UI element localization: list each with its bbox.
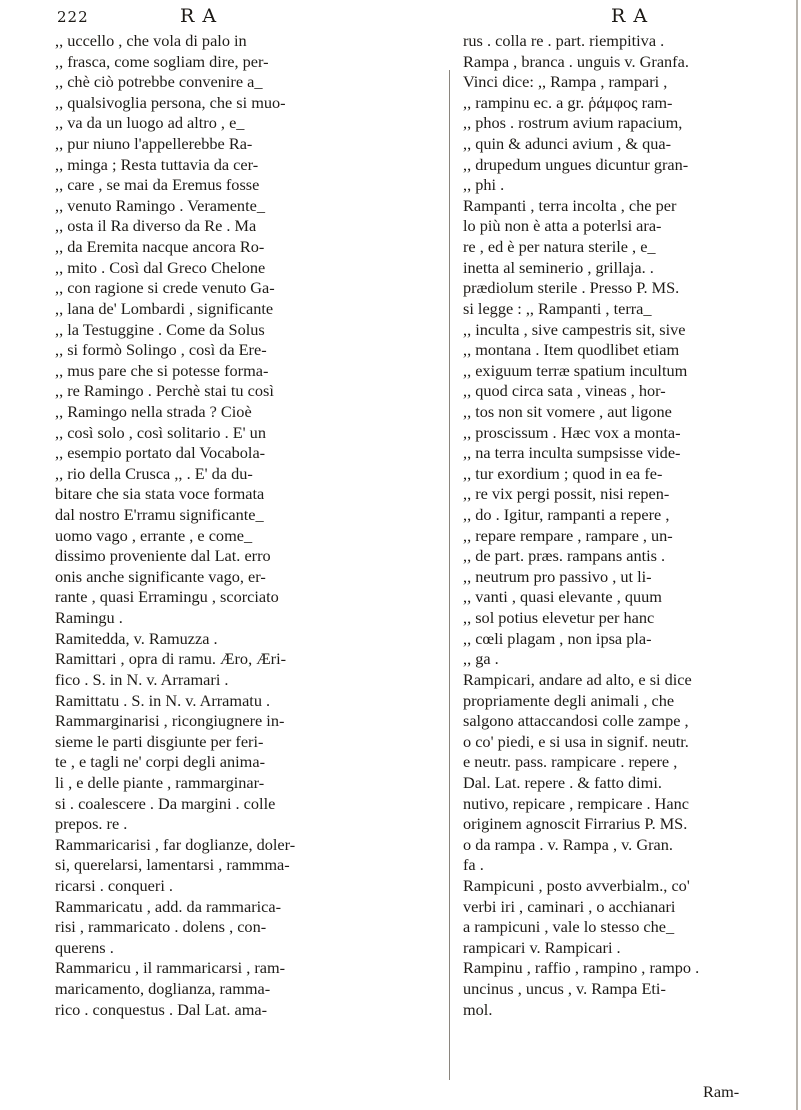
- text-line: ,, cœli plagam , non ipsa pla-: [463, 628, 652, 648]
- running-head-right: R A: [611, 5, 649, 27]
- page-number: 222: [57, 8, 89, 26]
- text-line: re , ed è per natura sterile , e_: [463, 237, 656, 257]
- text-line: ,, re Ramingo . Perchè stai tu così: [55, 381, 274, 401]
- text-line: dissimo proveniente dal Lat. erro: [55, 546, 271, 566]
- text-line: salgono attaccandosi colle zampe ,: [463, 711, 689, 731]
- text-line: prepos. re .: [55, 814, 128, 834]
- text-line: ,, chè ciò potrebbe convenire a_: [55, 72, 263, 92]
- text-line: li , e delle piante , rammarginar-: [55, 772, 265, 792]
- right-column: [463, 31, 788, 1020]
- text-line: rampicari v. Rampicari .: [463, 937, 621, 957]
- text-line: ,, tos non sit vomere , aut ligone: [463, 401, 672, 421]
- text-line: lo più non è atta a poterlsi ara-: [463, 216, 662, 236]
- text-line: Rampanti , terra incolta , che per: [463, 195, 677, 215]
- text-line: ,, quod circa sata , vineas , hor-: [463, 381, 666, 401]
- text-line: Rammaricu , il rammaricarsi , ram-: [55, 958, 286, 978]
- text-line: risi , rammaricato . dolens , con-: [55, 917, 267, 937]
- text-line: ,, frasca, come sogliam dire, per-: [55, 51, 269, 71]
- text-line: e neutr. pass. rampicare . repere ,: [463, 752, 678, 772]
- text-line: Ramingu .: [55, 608, 123, 628]
- text-line: Ramittari , opra di ramu. Æro, Æri-: [55, 649, 287, 669]
- text-line: ,, osta il Ra diverso da Re . Ma: [55, 216, 257, 236]
- text-line: bitare che sia stata voce formata: [55, 484, 265, 504]
- text-line: nutivo, repicare , rempicare . Hanc: [463, 793, 690, 813]
- text-line: ,, va da un luogo ad altro , e_: [55, 113, 245, 133]
- text-line: ,, mito . Così dal Greco Chelone: [55, 257, 266, 277]
- text-line: originem agnoscit Firrarius P. MS.: [463, 814, 688, 834]
- text-line: Vinci dice: ,, Rampa , rampari ,: [463, 72, 668, 92]
- text-line: fico . S. in N. v. Arramari .: [55, 669, 229, 689]
- left-column: [55, 31, 437, 1020]
- text-line: ,, ga .: [463, 649, 499, 669]
- text-line: Rampinu , raffio , rampino , rampo .: [463, 958, 700, 978]
- text-line: si . coalescere . Da margini . colle: [55, 793, 276, 813]
- text-line: ,, phi .: [463, 175, 505, 195]
- text-line: ,, drupedum ungues dicuntur gran-: [463, 154, 689, 174]
- text-line: ,, neutrum pro passivo , ut li-: [463, 566, 652, 586]
- text-line: ,, na terra inculta sumpsisse vide-: [463, 443, 681, 463]
- text-line: verbi iri , caminari , o acchianari: [463, 896, 676, 916]
- text-line: onis anche significante vago, er-: [55, 566, 266, 586]
- text-line: ,, de part. præs. rampans antis .: [463, 546, 666, 566]
- text-line: querens .: [55, 937, 114, 957]
- text-line: Rampa , branca . unguis v. Granfa.: [463, 51, 689, 71]
- text-line: ,, esempio portato dal Vocabola-: [55, 443, 266, 463]
- text-line: ,, lana de' Lombardi , significante: [55, 298, 274, 318]
- text-line: ,, mus pare che si potesse forma-: [55, 360, 269, 380]
- text-line: maricamento, doglianza, ramma-: [55, 979, 271, 999]
- running-head-left: R A: [180, 5, 218, 27]
- text-line: Rampicari, andare ad alto, e si dice: [463, 669, 692, 689]
- text-line: ,, repare rempare , rampare , un-: [463, 525, 673, 545]
- text-line: rico . conquestus . Dal Lat. ama-: [55, 999, 268, 1019]
- text-line: ,, montana . Item quodlibet etiam: [463, 340, 680, 360]
- text-line: ,, Ramingo nella strada ? Cioè: [55, 401, 252, 421]
- text-line: ,, tur exordium ; quod in ea fe-: [463, 463, 663, 483]
- text-line: propriamente degli animali , che: [463, 690, 675, 710]
- text-line: a rampicuni , vale lo stesso che_: [463, 917, 675, 937]
- text-line: ,, sol potius elevetur per hanc: [463, 608, 655, 628]
- text-line: ,, proscissum . Hæc vox a monta-: [463, 422, 681, 442]
- text-line: fa .: [463, 855, 484, 875]
- text-line: ,, da Eremita nacque ancora Ro-: [55, 237, 265, 257]
- text-line: rus . colla re . part. riempitiva .: [463, 31, 665, 50]
- text-line: sieme le parti disgiunte per feri-: [55, 731, 264, 751]
- text-line: ,, inculta , sive campestris sit, sive: [463, 319, 686, 339]
- text-line: o da rampa . v. Rampa , v. Gran.: [463, 834, 673, 854]
- text-line: dal nostro E'rramu significante_: [55, 505, 264, 525]
- column-divider: [449, 70, 450, 1080]
- text-line: uncinus , uncus , v. Rampa Eti-: [463, 979, 666, 999]
- text-line: ,, quin & adunci avium , & qua-: [463, 134, 671, 154]
- text-line: ,, qualsivoglia persona, che si muo-: [55, 92, 286, 112]
- text-line: ,, così solo , così solitario . E' un: [55, 422, 266, 442]
- text-line: Rammarginarisi , ricongiugnere in-: [55, 711, 285, 731]
- text-line: ricarsi . conqueri .: [55, 875, 173, 895]
- text-line: ,, si formò Solingo , così da Ere-: [55, 340, 267, 360]
- text-line: uomo vago , errante , e come_: [55, 525, 253, 545]
- text-line: ,, minga ; Resta tuttavia da cer-: [55, 154, 259, 174]
- text-line: ,, pur niuno l'appellerebbe Ra-: [55, 134, 253, 154]
- catchword: Ram-: [703, 1082, 740, 1101]
- text-line: Ramittatu . S. in N. v. Arramatu .: [55, 690, 271, 710]
- text-line: ,, rio della Crusca ,, . E' da du-: [55, 463, 253, 483]
- text-line: Rammaricarisi , far doglianze, doler-: [55, 834, 296, 854]
- text-line: mol.: [463, 999, 493, 1019]
- text-line: Dal. Lat. repere . & fatto dimi.: [463, 772, 662, 792]
- text-line: ,, care , se mai da Eremus fosse: [55, 175, 260, 195]
- text-line: ,, uccello , che vola di palo in: [55, 31, 247, 50]
- text-line: prædiolum sterile . Presso P. MS.: [463, 278, 680, 298]
- text-line: ,, phos . rostrum avium rapacium,: [463, 113, 683, 133]
- text-line: ,, con ragione si crede venuto Ga-: [55, 278, 275, 298]
- text-line: si legge : ,, Rampanti , terra_: [463, 298, 652, 318]
- text-line: ,, exiguum terræ spatium incultum: [463, 360, 688, 380]
- text-line: Rammaricatu , add. da rammarica-: [55, 896, 282, 916]
- text-line: ,, la Testuggine . Come da Solus: [55, 319, 265, 339]
- text-line: Ramitedda, v. Ramuzza .: [55, 628, 218, 648]
- text-line: Rampicuni , posto avverbialm., co': [463, 875, 690, 895]
- text-line: si, querelarsi, lamentarsi , rammma-: [55, 855, 290, 875]
- text-line: ,, venuto Ramingo . Veramente_: [55, 195, 265, 215]
- text-line: ,, rampinu ec. a gr. ῥάμφος ram-: [463, 92, 673, 112]
- text-line: ,, vanti , quasi elevante , quum: [463, 587, 662, 607]
- page-edge: [796, 0, 798, 1110]
- text-line: o co' piedi, e si usa in signif. neutr.: [463, 731, 689, 751]
- text-line: ,, re vix pergi possit, nisi repen-: [463, 484, 670, 504]
- text-line: te , e tagli ne' corpi degli anima-: [55, 752, 265, 772]
- text-line: inetta al seminerio , grillaja. .: [463, 257, 654, 277]
- text-line: rante , quasi Erramingu , scorciato: [55, 587, 279, 607]
- text-line: ,, do . Igitur, rampanti a repere ,: [463, 505, 670, 525]
